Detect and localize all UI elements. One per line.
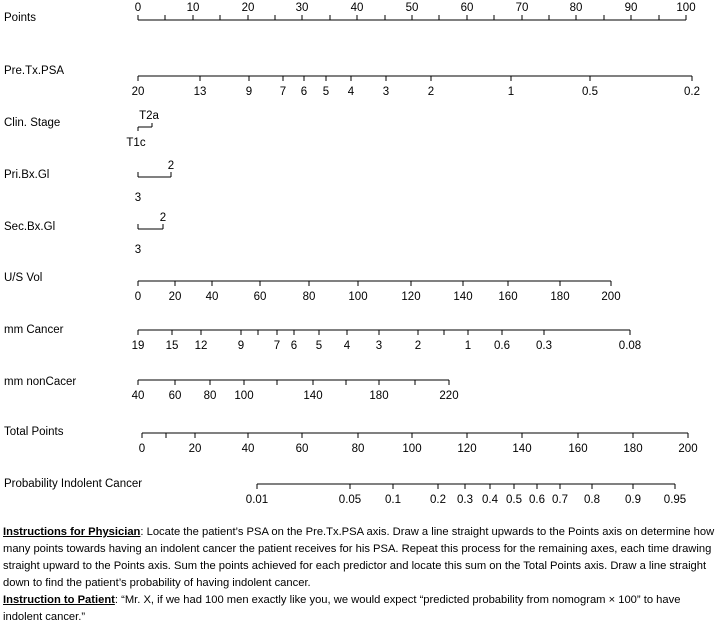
prob-indolent-axis-label: Probability Indolent Cancer [4,478,143,490]
prob-indolent-tick-label: 0.01 [245,494,269,506]
patient-instructions [3,592,719,626]
pre-tx-psa-tick-label: 2 [427,86,435,98]
points-tick-label: 10 [186,2,200,14]
mm-noncancer-tick-label: 140 [303,390,323,402]
pri-bx-gl-tick-label: 2 [167,160,175,172]
pre-tx-psa-tick-label: 6 [300,86,308,98]
us-vol-tick-label: 20 [168,291,182,303]
mm-cancer-tick-label: 1 [464,340,472,352]
total-points-tick-label: 120 [457,443,477,455]
prob-indolent-tick-label: 0.1 [385,494,401,506]
points-tick-label: 90 [624,2,638,14]
points-tick-label: 70 [515,2,529,14]
pri-bx-gl-axis-label: Pri.Bx.Gl [4,169,50,181]
pre-tx-psa-tick-label: 0.2 [684,86,700,98]
mm-cancer-tick-label: 0.08 [618,340,642,352]
us-vol-tick-label: 60 [253,291,267,303]
clin-stage-tick-label: T1c [126,137,146,149]
clin-stage-axis-label: Clin. Stage [4,117,61,129]
pre-tx-psa-tick-label: 4 [347,86,355,98]
mm-cancer-tick-label: 3 [375,340,383,352]
us-vol-tick-label: 40 [205,291,219,303]
prob-indolent-tick-label: 0.05 [338,494,362,506]
mm-cancer-axis-label: mm Cancer [4,324,64,336]
mm-noncancer-tick-label: 80 [203,390,217,402]
points-tick-label: 50 [405,2,419,14]
total-points-tick-label: 140 [512,443,532,455]
mm-noncancer-tick-label: 180 [369,390,389,402]
points-tick-label: 30 [295,2,309,14]
us-vol-axis-label: U/S Vol [4,272,43,284]
mm-cancer-tick-label: 2 [414,340,422,352]
pre-tx-psa-tick-label: 1 [507,86,515,98]
pre-tx-psa-tick-label: 7 [279,86,287,98]
points-tick-label: 80 [569,2,583,14]
us-vol-tick-label: 120 [401,291,421,303]
pre-tx-psa-tick-label: 9 [245,86,253,98]
mm-noncancer-tick-label: 40 [131,390,145,402]
pre-tx-psa-axis-label: Pre.Tx.PSA [4,65,65,77]
prob-indolent-tick-label: 0.3 [457,494,473,506]
total-points-tick-label: 180 [623,443,643,455]
total-points-tick-label: 160 [568,443,588,455]
pre-tx-psa-tick-label: 3 [382,86,390,98]
total-points-axis-label: Total Points [4,426,64,438]
prob-indolent-tick-label: 0.8 [584,494,600,506]
prob-indolent-tick-label: 0.7 [552,494,568,506]
pre-tx-psa-tick-label: 20 [131,86,145,98]
us-vol-tick-label: 80 [302,291,316,303]
physician-instructions-text: : Locate the patient’s PSA on the Pre.Tx.PSA axis. Draw a line straight upwards to the Points axis on determine how many points towards having an indolent cancer the patient receives for his PSA. Repeat this process for the remaining axes, each time drawing straight upward to the Points axis. Sum the points achieved for each predictor and locate this sum on the Total Points axis. Draw a line straight down to find the patient’s probability of having indolent cancer. [3,526,715,589]
us-vol-tick-label: 0 [134,291,142,303]
mm-cancer-tick-label: 0.6 [494,340,510,352]
mm-cancer-tick-label: 7 [273,340,281,352]
pre-tx-psa-tick-label: 13 [193,86,207,98]
mm-cancer-tick-label: 4 [343,340,351,352]
us-vol-tick-label: 160 [498,291,518,303]
clin-stage-tick-label: T2a [139,110,159,122]
us-vol-tick-label: 180 [550,291,570,303]
pre-tx-psa-tick-label: 5 [322,86,330,98]
points-tick-label: 0 [134,2,142,14]
prob-indolent-tick-label: 0.9 [625,494,641,506]
mm-noncancer-tick-label: 60 [168,390,182,402]
prob-indolent-tick-label: 0.5 [506,494,522,506]
physician-instructions [3,524,719,592]
patient-instructions-text: : “Mr. X, if we had 100 men exactly like you, we would expect “predicted probability from nomogram × 100” to have indolent cancer.” [3,594,681,623]
prob-indolent-tick-label: 0.2 [430,494,446,506]
physician-instructions-heading: Instructions for Physician [3,526,141,538]
mm-cancer-tick-label: 19 [131,340,145,352]
sec-bx-gl-tick-label: 3 [134,244,142,256]
sec-bx-gl-tick-label: 2 [159,212,167,224]
mm-noncancer-tick-label: 220 [439,390,459,402]
mm-cancer-tick-label: 9 [237,340,245,352]
total-points-tick-label: 60 [295,443,309,455]
mm-cancer-tick-label: 5 [315,340,323,352]
us-vol-tick-label: 100 [348,291,368,303]
mm-cancer-tick-label: 15 [165,340,179,352]
sec-bx-gl-axis-label: Sec.Bx.Gl [4,221,56,233]
prob-indolent-tick-label: 0.4 [482,494,498,506]
total-points-tick-label: 0 [138,443,146,455]
instructions-block [3,524,719,626]
total-points-tick-label: 40 [241,443,255,455]
points-tick-label: 100 [676,2,696,14]
us-vol-tick-label: 200 [601,291,621,303]
mm-noncancer-axis-label: mm nonCacer [4,376,77,388]
points-tick-label: 20 [241,2,255,14]
pri-bx-gl-tick-label: 3 [134,192,142,204]
total-points-tick-label: 100 [402,443,422,455]
pre-tx-psa-tick-label: 0.5 [582,86,598,98]
mm-cancer-tick-label: 6 [290,340,298,352]
us-vol-tick-label: 140 [453,291,473,303]
points-tick-label: 40 [350,2,364,14]
mm-cancer-tick-label: 0.3 [536,340,552,352]
mm-noncancer-tick-label: 100 [234,390,254,402]
total-points-tick-label: 200 [678,443,698,455]
points-tick-label: 60 [460,2,474,14]
total-points-tick-label: 80 [351,443,365,455]
total-points-tick-label: 20 [188,443,202,455]
prob-indolent-tick-label: 0.6 [529,494,545,506]
patient-instructions-heading: Instruction to Patient [3,594,115,606]
points-axis-label: Points [4,12,36,24]
prob-indolent-tick-label: 0.95 [663,494,687,506]
mm-cancer-tick-label: 12 [194,340,208,352]
